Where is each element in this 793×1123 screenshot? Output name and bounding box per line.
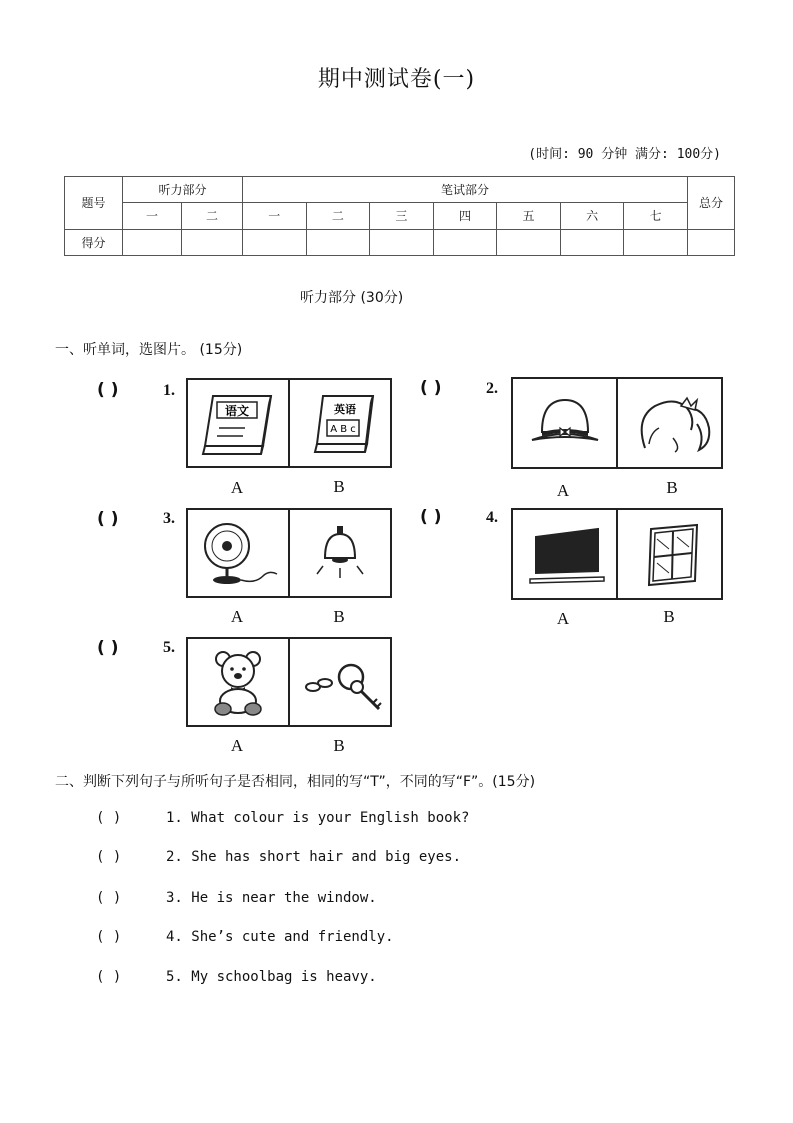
- sentence: 4. She’s cute and friendly.: [166, 929, 394, 945]
- option-a-label: A: [230, 736, 244, 755]
- score-cell[interactable]: [433, 229, 497, 255]
- listening-col: 二: [182, 203, 243, 229]
- sentence: 5. My schoolbag is heavy.: [166, 969, 377, 985]
- option-b-label: B: [333, 607, 345, 626]
- part1-heading: 一、听单词，选图片。 (15分): [55, 342, 243, 358]
- row-header: 题号: [65, 177, 123, 230]
- score-cell[interactable]: [688, 229, 735, 255]
- answer-bracket[interactable]: ( ): [420, 378, 442, 398]
- option-a-label: A: [556, 609, 570, 628]
- fan-icon: [193, 518, 283, 588]
- answer-bracket[interactable]: ( ): [96, 929, 122, 945]
- sentence: 2. She has short hair and big eyes.: [166, 849, 462, 865]
- picture-pair-3: [186, 508, 392, 598]
- teddy-bear-icon: [193, 647, 283, 717]
- listening-col: 一: [123, 203, 182, 229]
- picture-pair-5: [186, 637, 392, 727]
- answer-bracket[interactable]: ( ): [96, 810, 122, 826]
- question-number: 2.: [486, 380, 498, 397]
- book-cover-text: 语文: [224, 404, 250, 418]
- option-a-label: A: [556, 481, 570, 500]
- answer-bracket[interactable]: ( ): [97, 638, 119, 658]
- writing-col: 五: [497, 203, 561, 229]
- answer-bracket[interactable]: ( ): [97, 509, 119, 529]
- english-book-icon: [295, 388, 385, 458]
- sentence: 3. He is near the window.: [166, 890, 377, 906]
- answer-bracket[interactable]: ( ): [96, 969, 122, 985]
- picture-pair-1: [186, 378, 392, 468]
- score-cell[interactable]: [624, 229, 688, 255]
- listening-header: 听力部分: [123, 177, 243, 203]
- key-icon: [295, 647, 385, 717]
- option-b-label: B: [333, 477, 345, 496]
- score-cell[interactable]: [497, 229, 561, 255]
- writing-col: 六: [560, 203, 624, 229]
- option-a-picture[interactable]: [188, 639, 288, 725]
- chinese-book-icon: [193, 388, 283, 458]
- option-b-label: B: [333, 736, 345, 755]
- answer-bracket[interactable]: ( ): [96, 849, 122, 865]
- score-cell[interactable]: [370, 229, 434, 255]
- writing-col: 七: [624, 203, 688, 229]
- option-a-picture[interactable]: [513, 510, 616, 598]
- option-a-label: A: [230, 607, 244, 626]
- total-header: 总分: [688, 177, 735, 230]
- option-a-picture[interactable]: [513, 379, 616, 467]
- svg-text:A B c: A B c: [330, 424, 356, 435]
- book-cover-text: 英语: [334, 403, 356, 416]
- score-cell[interactable]: [123, 229, 182, 255]
- writing-col: 四: [433, 203, 497, 229]
- page-title: 期中测试卷(一): [317, 67, 476, 92]
- question-number: 3.: [163, 510, 175, 527]
- question-number: 1.: [163, 382, 175, 399]
- ponytail-hair-icon: [625, 388, 715, 458]
- option-b-label: B: [663, 607, 675, 626]
- writing-header: 笔试部分: [243, 177, 688, 203]
- option-b-picture[interactable]: [616, 379, 721, 467]
- part2-heading: 二、判断下列句子与所听句子是否相同，相同的写“T”，不同的写“F”。(15分): [55, 774, 536, 790]
- score-cell[interactable]: [306, 229, 370, 255]
- answer-bracket[interactable]: ( ): [97, 380, 119, 400]
- writing-col: 一: [243, 203, 307, 229]
- hat-icon: [520, 388, 610, 458]
- option-b-picture[interactable]: [288, 510, 390, 596]
- writing-col: 三: [370, 203, 434, 229]
- question-number: 4.: [486, 509, 498, 526]
- option-a-picture[interactable]: [188, 510, 288, 596]
- score-cell[interactable]: [560, 229, 624, 255]
- option-b-label: B: [666, 478, 678, 497]
- listening-heading: 听力部分 (30分): [300, 290, 404, 306]
- score-label: 得分: [65, 229, 123, 255]
- blackboard-icon: [520, 519, 610, 589]
- option-b-picture[interactable]: [288, 639, 390, 725]
- picture-pair-2: [511, 377, 723, 469]
- option-b-picture[interactable]: [288, 380, 390, 466]
- score-cell[interactable]: [243, 229, 307, 255]
- window-icon: [625, 519, 715, 589]
- sentence: 1. What colour is your English book?: [166, 810, 470, 826]
- answer-bracket[interactable]: ( ): [420, 507, 442, 527]
- answer-bracket[interactable]: ( ): [96, 890, 122, 906]
- question-number: 5.: [163, 639, 175, 656]
- time-info: (时间: 90 分钟 满分: 100分): [528, 147, 721, 162]
- option-a-label: A: [230, 478, 244, 497]
- score-table: [64, 176, 735, 256]
- option-b-picture[interactable]: [616, 510, 721, 598]
- writing-col: 二: [306, 203, 370, 229]
- option-a-picture[interactable]: [188, 380, 288, 466]
- picture-pair-4: [511, 508, 723, 600]
- lamp-icon: [295, 518, 385, 588]
- score-cell[interactable]: [182, 229, 243, 255]
